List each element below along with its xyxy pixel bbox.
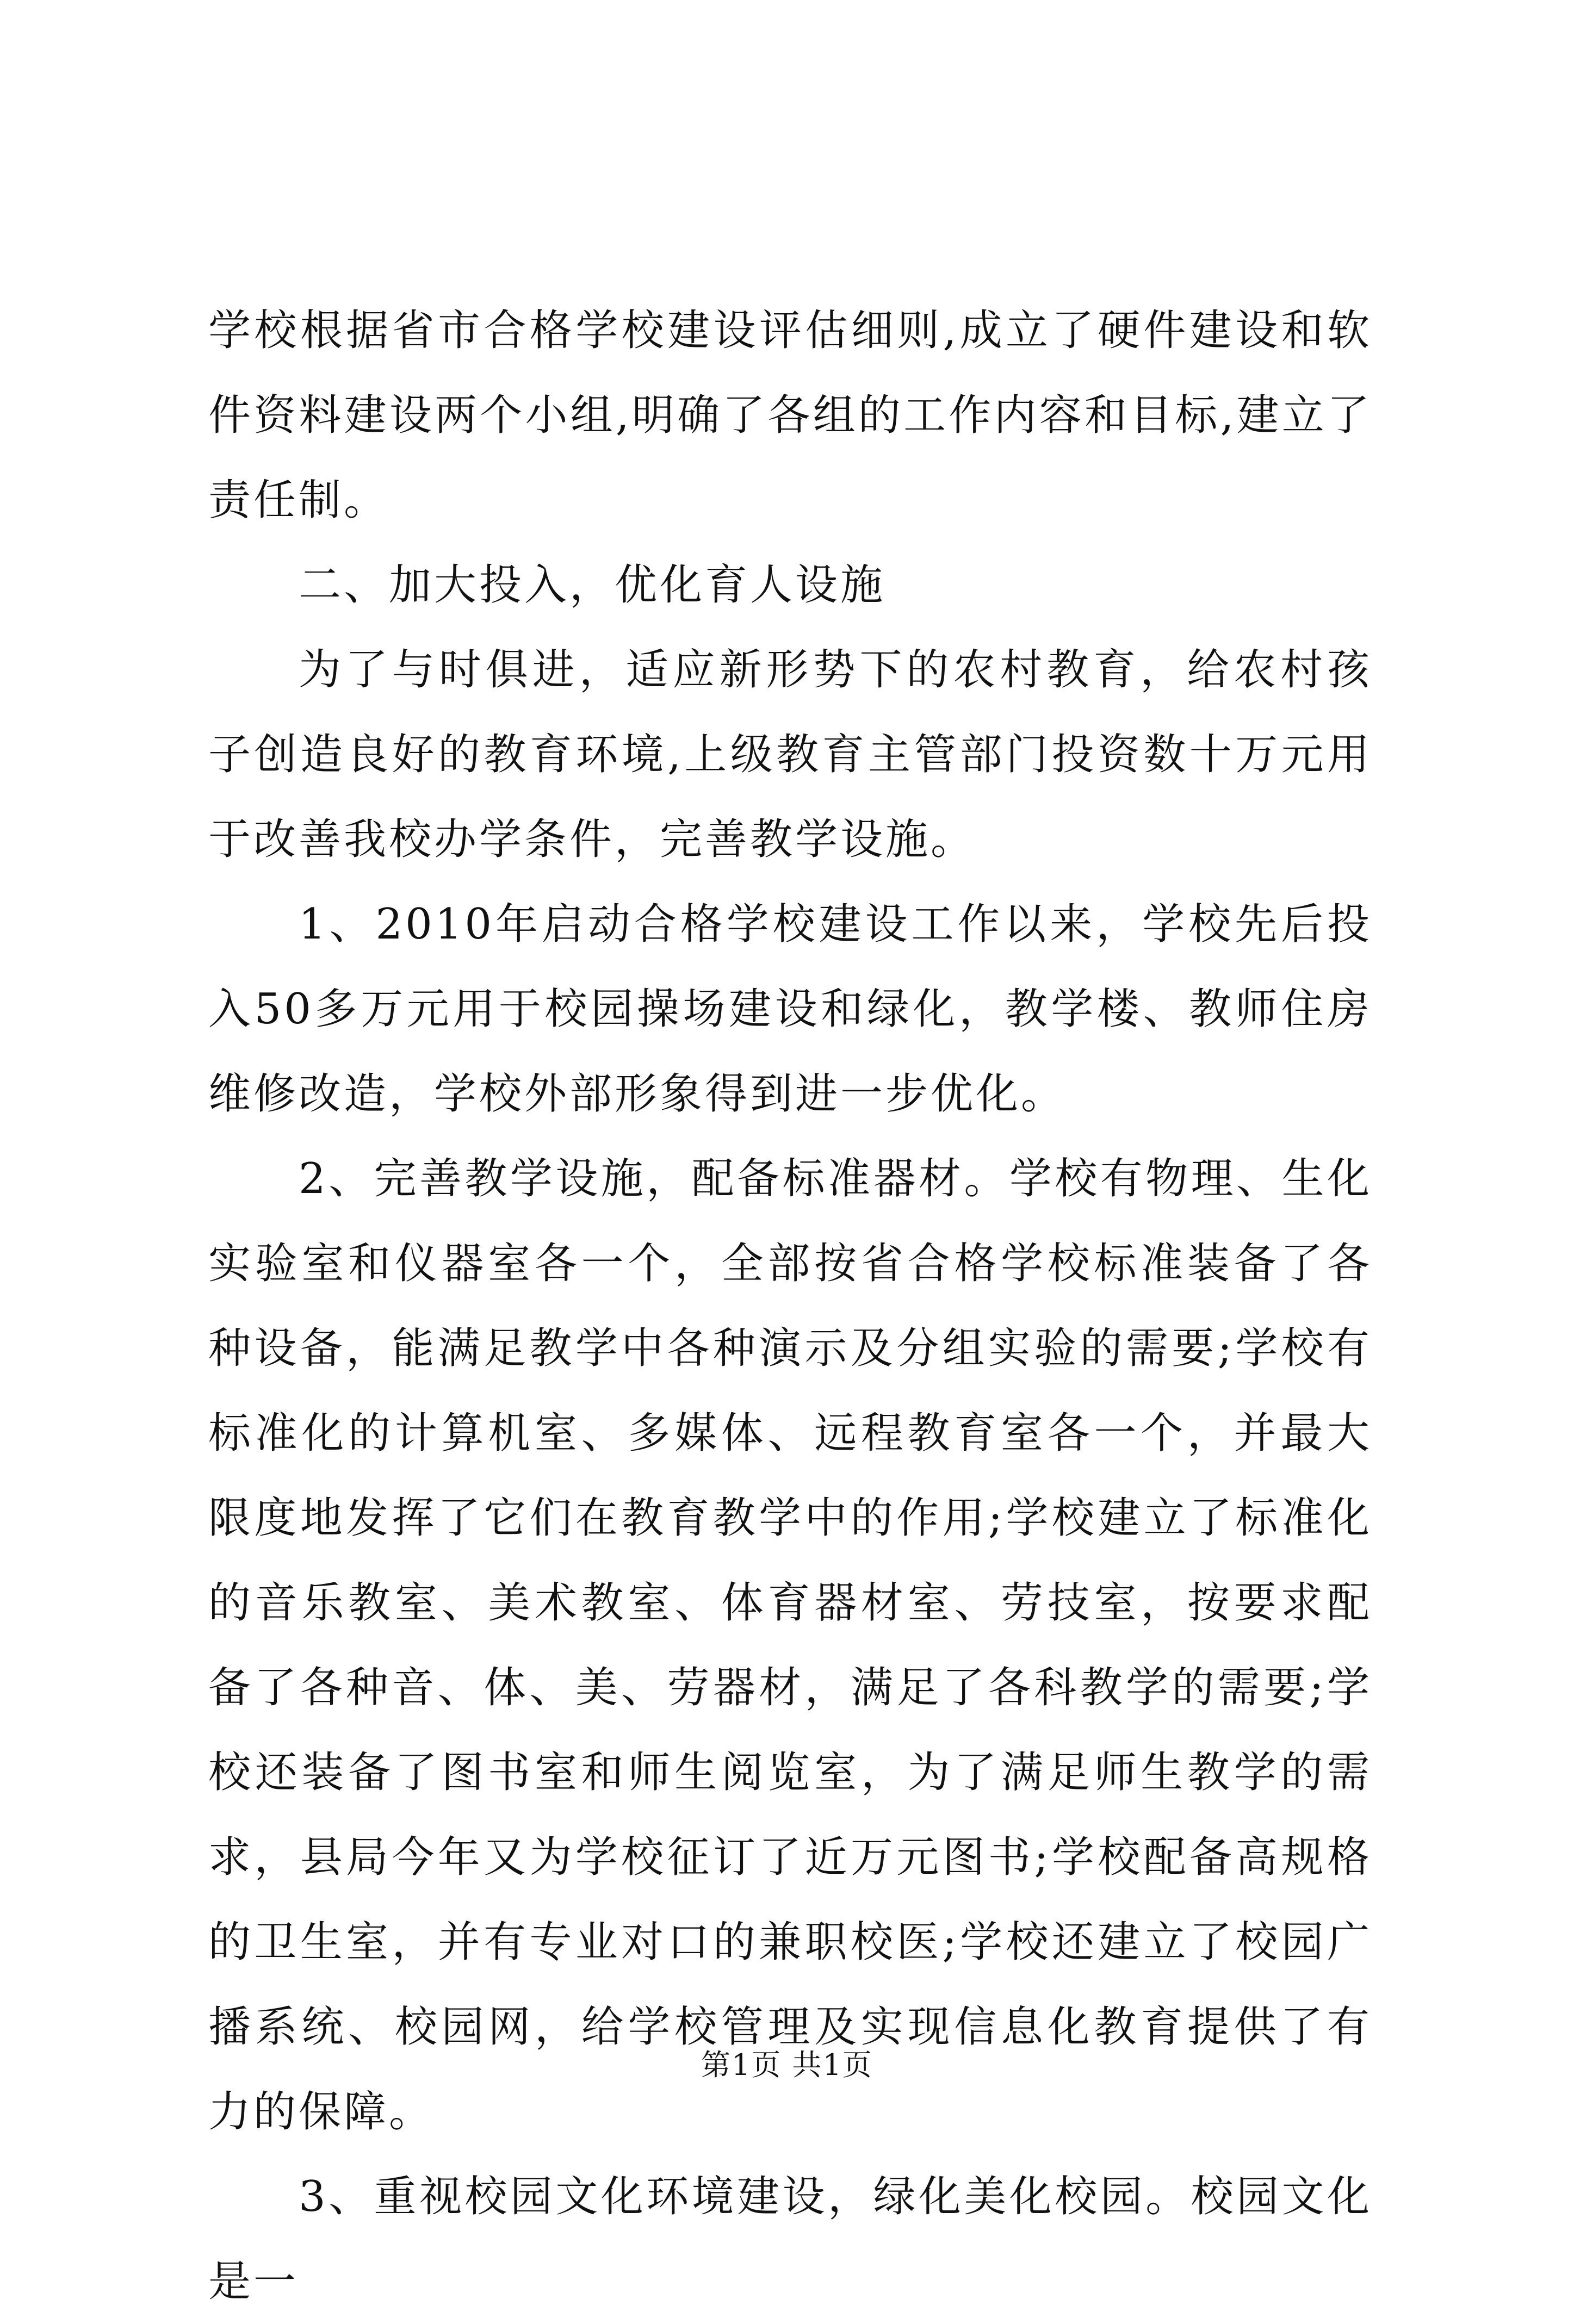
document-body	[208, 288, 1372, 2324]
section-heading-investment: 二、加大投入，优化育人设施	[299, 561, 886, 610]
paragraph-item-1-campus-construction: 1、2010年启动合格学校建设工作以来，学校先后投入50多万元用于校园操场建设和绿化，教学楼、教师住房维修改造，学校外部形象得到进一步优化。	[208, 900, 1372, 1118]
paragraph-item-2-teaching-facilities: 2、完善教学设施，配备标准器材。学校有物理、生化实验室和仪器室各一个，全部按省合格学校标准装备了各种设备，能满足教学中各种演示及分组实验的需要;学校有标准化的计算机室、多媒体、远程教育室各一个，并最大限度地发挥了它们在教育教学中的作用;学校建立了标准化的音乐教室、美术教室、体育器材室、劳技室，按要求配备了各种音、体、美、劳器材，满足了各科教学的需要;学校还装备了图书室和师生阅览室，为了满足师生教学的需求，县局今年又为学校征订了近万元图书;学校配备高规格的卫生室，并有专业对口的兼职校医;学校还建立了校园广播系统、校园网，给学校管理及实现信息化教育提供了有力的保障。	[208, 1154, 1372, 2136]
paragraph-rural-education: 为了与时俱进，适应新形势下的农村教育，给农村孩子创造良好的教育环境,上级教育主管部门投资数十万元用于改善我校办学条件，完善教学设施。	[208, 645, 1372, 864]
paragraph-hardware-software-groups: 学校根据省市合格学校建设评估细则,成立了硬件建设和软件资料建设两个小组,明确了各组的工作内容和目标,建立了责任制。	[208, 306, 1372, 525]
paragraph-item-3-campus-culture: 3、重视校园文化环境建设，绿化美化校园。校园文化是一	[208, 2172, 1372, 2306]
page-footer: 第1页 共1页	[701, 2048, 873, 2082]
